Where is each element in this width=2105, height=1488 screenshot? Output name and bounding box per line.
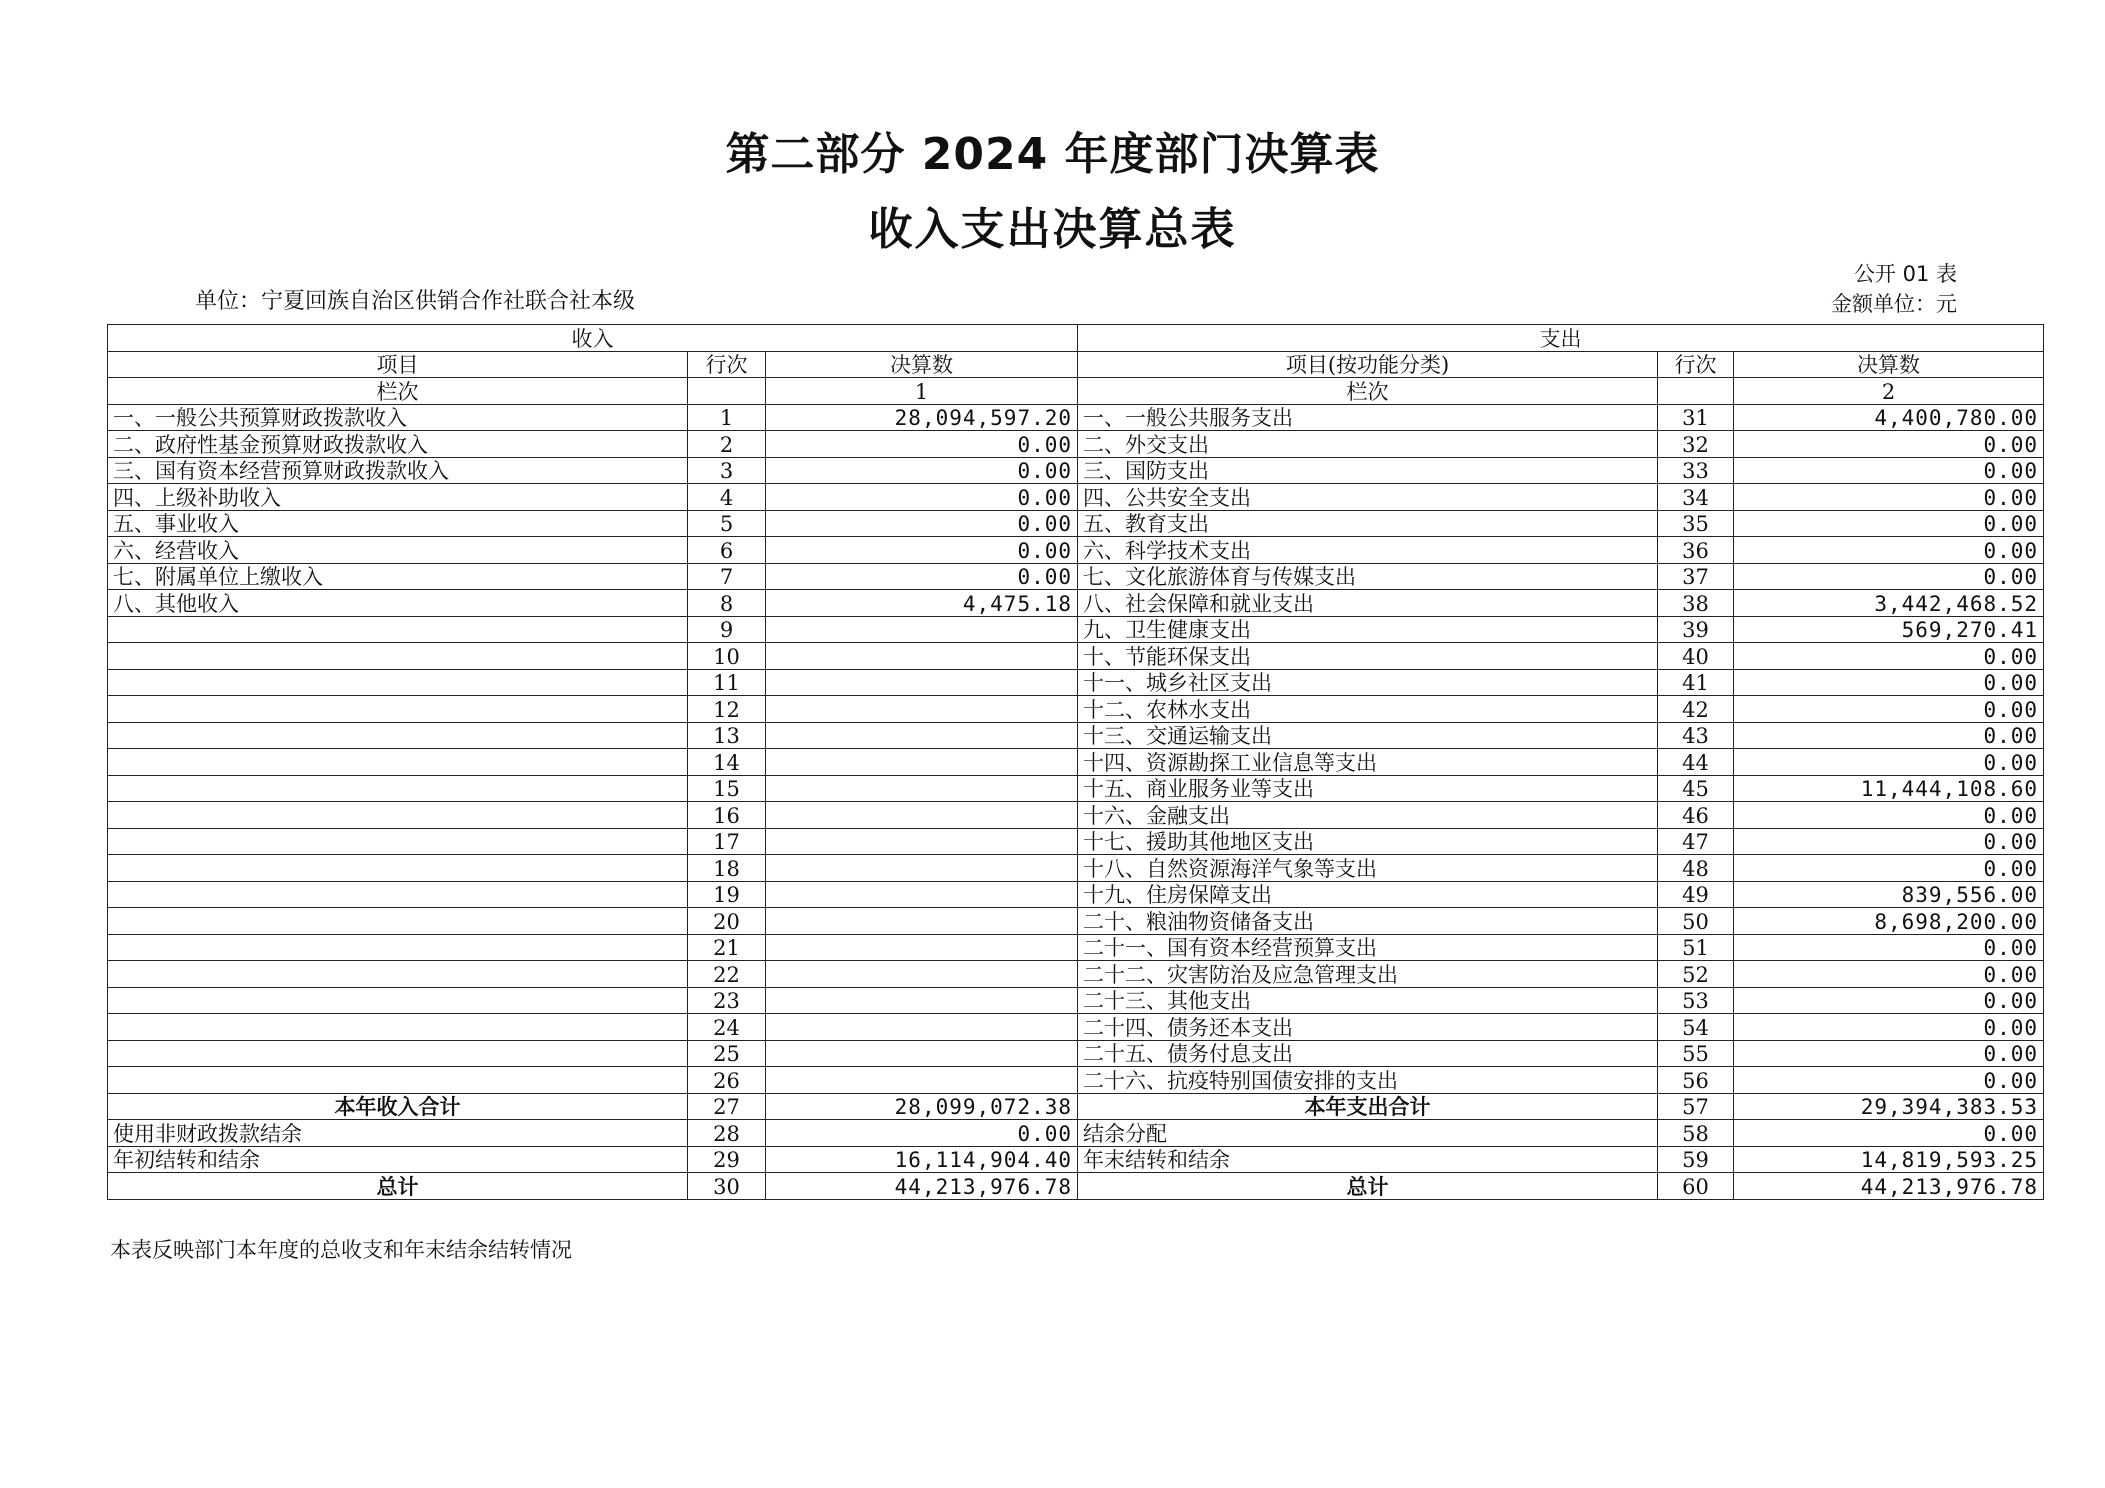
income-line-cell: 11: [688, 669, 766, 696]
income-item-cell: [108, 722, 688, 749]
table-row: [108, 643, 2044, 670]
table-row: [108, 484, 2044, 511]
expense-line-cell: 60: [1658, 1173, 1734, 1200]
section-header-row: [108, 325, 2044, 352]
income-amount-cell: [766, 749, 1078, 776]
expense-item-cell: 十七、援助其他地区支出: [1078, 828, 1658, 855]
expense-amount-cell: 0.00: [1734, 1120, 2044, 1147]
income-item-cell: [108, 908, 688, 935]
income-amount-cell: 28,094,597.20: [766, 404, 1078, 431]
table-row: [108, 881, 2044, 908]
income-item-cell: [108, 828, 688, 855]
table-row: [108, 510, 2044, 537]
income-amount-cell: [766, 934, 1078, 961]
table-row: [108, 537, 2044, 564]
expense-item-cell: 八、社会保障和就业支出: [1078, 590, 1658, 617]
income-item-cell: [108, 802, 688, 829]
expense-line-cell: 54: [1658, 1014, 1734, 1041]
expense-amount-cell: 0.00: [1734, 484, 2044, 511]
expense-line-cell: 39: [1658, 616, 1734, 643]
income-line-cell: 6: [688, 537, 766, 564]
income-amount-cell: [766, 722, 1078, 749]
income-item-cell: [108, 987, 688, 1014]
income-item-cell: 二、政府性基金预算财政拨款收入: [108, 431, 688, 458]
table-row: [108, 616, 2044, 643]
expense-line-cell: 48: [1658, 855, 1734, 882]
table-row: [108, 802, 2044, 829]
income-line-cell: 26: [688, 1067, 766, 1094]
expense-line-cell: 49: [1658, 881, 1734, 908]
income-line-cell: 1: [688, 404, 766, 431]
table-row: [108, 404, 2044, 431]
expense-amount-cell: 0.00: [1734, 855, 2044, 882]
income-item-cell: [108, 775, 688, 802]
income-index-blank: [688, 378, 766, 405]
expense-item-cell: 二、外交支出: [1078, 431, 1658, 458]
table-row: [108, 1040, 2044, 1067]
income-item-cell: [108, 749, 688, 776]
expense-amount-cell: 0.00: [1734, 457, 2044, 484]
expense-amount-cell: 3,442,468.52: [1734, 590, 2044, 617]
expense-item-cell: 九、卫生健康支出: [1078, 616, 1658, 643]
expense-section-header: 支出: [1078, 325, 2044, 352]
expense-item-cell: 七、文化旅游体育与传媒支出: [1078, 563, 1658, 590]
income-line-cell: 5: [688, 510, 766, 537]
income-item-cell: [108, 616, 688, 643]
expense-line-cell: 40: [1658, 643, 1734, 670]
expense-index-blank: [1658, 378, 1734, 405]
expense-item-cell: 四、公共安全支出: [1078, 484, 1658, 511]
expense-line-cell: 52: [1658, 961, 1734, 988]
expense-item-cell: 二十、粮油物资储备支出: [1078, 908, 1658, 935]
table-title: 收入支出决算总表: [868, 204, 1237, 255]
table-row: [108, 961, 2044, 988]
expense-item-cell: 年末结转和结余: [1078, 1146, 1658, 1173]
expense-line-cell: 44: [1658, 749, 1734, 776]
expense-line-cell: 57: [1658, 1093, 1734, 1120]
expense-item-header: 项目(按功能分类): [1078, 351, 1658, 378]
income-item-cell: [108, 1040, 688, 1067]
expense-index-label: 栏次: [1078, 378, 1658, 405]
expense-line-cell: 33: [1658, 457, 1734, 484]
expense-amount-cell: 44,213,976.78: [1734, 1173, 2044, 1200]
expense-item-cell: 十八、自然资源海洋气象等支出: [1078, 855, 1658, 882]
expense-item-cell: 二十五、债务付息支出: [1078, 1040, 1658, 1067]
income-amount-cell: 0.00: [766, 510, 1078, 537]
table-row: [108, 855, 2044, 882]
income-index-number: 1: [766, 378, 1078, 405]
income-amount-cell: [766, 961, 1078, 988]
expense-line-cell: 56: [1658, 1067, 1734, 1094]
income-line-cell: 10: [688, 643, 766, 670]
expense-line-cell: 55: [1658, 1040, 1734, 1067]
income-line-cell: 4: [688, 484, 766, 511]
income-item-cell: 五、事业收入: [108, 510, 688, 537]
income-item-cell: [108, 669, 688, 696]
income-item-cell: [108, 1067, 688, 1094]
income-item-cell: [108, 881, 688, 908]
table-row: [108, 828, 2044, 855]
expense-item-cell: 十三、交通运输支出: [1078, 722, 1658, 749]
expense-item-cell: 五、教育支出: [1078, 510, 1658, 537]
expense-amount-cell: 29,394,383.53: [1734, 1093, 2044, 1120]
expense-amount-cell: 0.00: [1734, 537, 2044, 564]
expense-amount-cell: 569,270.41: [1734, 616, 2044, 643]
income-line-cell: 25: [688, 1040, 766, 1067]
income-item-cell: 七、附属单位上缴收入: [108, 563, 688, 590]
income-item-cell: 四、上级补助收入: [108, 484, 688, 511]
expense-item-cell: 一、一般公共服务支出: [1078, 404, 1658, 431]
income-line-cell: 13: [688, 722, 766, 749]
income-amount-cell: 0.00: [766, 563, 1078, 590]
income-item-cell: [108, 855, 688, 882]
expense-line-cell: 37: [1658, 563, 1734, 590]
income-item-cell: 一、一般公共预算财政拨款收入: [108, 404, 688, 431]
table-row: [108, 1120, 2044, 1147]
expense-amount-cell: 0.00: [1734, 510, 2044, 537]
expense-amount-cell: 0.00: [1734, 961, 2044, 988]
income-line-cell: 3: [688, 457, 766, 484]
income-line-cell: 12: [688, 696, 766, 723]
expense-line-cell: 45: [1658, 775, 1734, 802]
expense-item-cell: 三、国防支出: [1078, 457, 1658, 484]
table-row: [108, 722, 2044, 749]
expense-amount-cell: 0.00: [1734, 563, 2044, 590]
income-line-cell: 23: [688, 987, 766, 1014]
income-line-cell: 19: [688, 881, 766, 908]
income-item-cell: 六、经营收入: [108, 537, 688, 564]
income-amount-cell: [766, 855, 1078, 882]
income-item-header: 项目: [108, 351, 688, 378]
income-amount-cell: [766, 775, 1078, 802]
income-index-label: 栏次: [108, 378, 688, 405]
expense-line-cell: 38: [1658, 590, 1734, 617]
expense-amount-cell: 0.00: [1734, 722, 2044, 749]
income-amount-cell: [766, 643, 1078, 670]
table-row: [108, 669, 2044, 696]
income-line-cell: 20: [688, 908, 766, 935]
income-amount-cell: 0.00: [766, 431, 1078, 458]
expense-item-cell: 结余分配: [1078, 1120, 1658, 1147]
expense-item-cell: 二十三、其他支出: [1078, 987, 1658, 1014]
expense-amount-cell: 0.00: [1734, 696, 2044, 723]
expense-item-cell: 二十四、债务还本支出: [1078, 1014, 1658, 1041]
table-row: [108, 1093, 2044, 1120]
expense-item-cell: 十九、住房保障支出: [1078, 881, 1658, 908]
income-amount-cell: [766, 828, 1078, 855]
income-line-cell: 18: [688, 855, 766, 882]
income-line-cell: 28: [688, 1120, 766, 1147]
expense-line-cell: 42: [1658, 696, 1734, 723]
income-line-cell: 8: [688, 590, 766, 617]
income-line-cell: 21: [688, 934, 766, 961]
expense-amount-cell: 0.00: [1734, 1040, 2044, 1067]
table-row: [108, 1067, 2044, 1094]
expense-item-cell: 六、科学技术支出: [1078, 537, 1658, 564]
expense-item-cell: 总计: [1078, 1173, 1658, 1200]
income-line-header: 行次: [688, 351, 766, 378]
income-line-cell: 15: [688, 775, 766, 802]
income-line-cell: 7: [688, 563, 766, 590]
expense-line-cell: 32: [1658, 431, 1734, 458]
column-header-row: [108, 351, 2044, 378]
expense-item-cell: 二十一、国有资本经营预算支出: [1078, 934, 1658, 961]
income-amount-cell: 16,114,904.40: [766, 1146, 1078, 1173]
expense-item-cell: 二十二、灾害防治及应急管理支出: [1078, 961, 1658, 988]
expense-line-cell: 51: [1658, 934, 1734, 961]
income-item-cell: [108, 696, 688, 723]
expense-amount-cell: 0.00: [1734, 431, 2044, 458]
income-item-cell: [108, 643, 688, 670]
income-amount-cell: 0.00: [766, 537, 1078, 564]
expense-line-cell: 36: [1658, 537, 1734, 564]
income-amount-cell: [766, 1014, 1078, 1041]
table-row: [108, 563, 2044, 590]
income-amount-cell: [766, 696, 1078, 723]
income-line-cell: 27: [688, 1093, 766, 1120]
expense-line-cell: 43: [1658, 722, 1734, 749]
expense-line-cell: 35: [1658, 510, 1734, 537]
expense-line-cell: 59: [1658, 1146, 1734, 1173]
expense-item-cell: 十、节能环保支出: [1078, 643, 1658, 670]
expense-line-cell: 31: [1658, 404, 1734, 431]
table-row: [108, 987, 2044, 1014]
income-item-cell: 本年收入合计: [108, 1093, 688, 1120]
expense-item-cell: 十四、资源勘探工业信息等支出: [1078, 749, 1658, 776]
expense-amount-cell: 0.00: [1734, 934, 2044, 961]
expense-item-cell: 十二、农林水支出: [1078, 696, 1658, 723]
form-number: 公开 01 表: [1853, 262, 1957, 286]
expense-amount-cell: 0.00: [1734, 669, 2044, 696]
income-amount-header: 决算数: [766, 351, 1078, 378]
income-amount-cell: 28,099,072.38: [766, 1093, 1078, 1120]
expense-line-header: 行次: [1658, 351, 1734, 378]
expense-line-cell: 53: [1658, 987, 1734, 1014]
expense-item-cell: 十六、金融支出: [1078, 802, 1658, 829]
income-amount-cell: [766, 881, 1078, 908]
table-row: [108, 431, 2044, 458]
income-line-cell: 2: [688, 431, 766, 458]
income-item-cell: 总计: [108, 1173, 688, 1200]
expense-line-cell: 46: [1658, 802, 1734, 829]
column-index-row: [108, 378, 2044, 405]
expense-amount-cell: 839,556.00: [1734, 881, 2044, 908]
income-item-cell: 年初结转和结余: [108, 1146, 688, 1173]
income-amount-cell: 44,213,976.78: [766, 1173, 1078, 1200]
unit-name: 单位：宁夏回族自治区供销合作社联合社本级: [195, 289, 636, 314]
income-amount-cell: [766, 1067, 1078, 1094]
expense-amount-cell: 0.00: [1734, 802, 2044, 829]
table-row: [108, 1014, 2044, 1041]
income-line-cell: 14: [688, 749, 766, 776]
income-amount-cell: 0.00: [766, 457, 1078, 484]
table-row: [108, 696, 2044, 723]
income-amount-cell: [766, 908, 1078, 935]
table-row: [108, 457, 2044, 484]
income-line-cell: 22: [688, 961, 766, 988]
expense-item-cell: 十五、商业服务业等支出: [1078, 775, 1658, 802]
income-line-cell: 16: [688, 802, 766, 829]
table-row: [108, 590, 2044, 617]
income-item-cell: 八、其他收入: [108, 590, 688, 617]
expense-amount-cell: 0.00: [1734, 643, 2044, 670]
expense-line-cell: 41: [1658, 669, 1734, 696]
expense-amount-cell: 11,444,108.60: [1734, 775, 2044, 802]
expense-amount-cell: 0.00: [1734, 749, 2044, 776]
expense-item-cell: 十一、城乡社区支出: [1078, 669, 1658, 696]
income-line-cell: 9: [688, 616, 766, 643]
table-row: [108, 1173, 2044, 1200]
income-line-cell: 17: [688, 828, 766, 855]
expense-amount-cell: 0.00: [1734, 1014, 2044, 1041]
income-amount-cell: 0.00: [766, 484, 1078, 511]
income-amount-cell: [766, 669, 1078, 696]
income-expense-table: [107, 324, 2044, 1200]
income-line-cell: 24: [688, 1014, 766, 1041]
expense-line-cell: 34: [1658, 484, 1734, 511]
income-item-cell: [108, 1014, 688, 1041]
expense-amount-cell: 8,698,200.00: [1734, 908, 2044, 935]
table-row: [108, 908, 2044, 935]
income-amount-cell: [766, 987, 1078, 1014]
income-section-header: 收入: [108, 325, 1078, 352]
table-note: 本表反映部门本年度的总收支和年末结余结转情况: [110, 1238, 572, 1262]
expense-amount-cell: 0.00: [1734, 828, 2044, 855]
expense-line-cell: 50: [1658, 908, 1734, 935]
table-row: [108, 749, 2044, 776]
expense-amount-cell: 0.00: [1734, 987, 2044, 1014]
table-row: [108, 934, 2044, 961]
expense-item-cell: 二十六、抗疫特别国债安排的支出: [1078, 1067, 1658, 1094]
income-line-cell: 29: [688, 1146, 766, 1173]
expense-amount-cell: 4,400,780.00: [1734, 404, 2044, 431]
amount-unit: 金额单位：元: [1831, 292, 1957, 316]
page-title: 第二部分 2024 年度部门决算表: [725, 129, 1380, 180]
income-item-cell: 使用非财政拨款结余: [108, 1120, 688, 1147]
income-line-cell: 30: [688, 1173, 766, 1200]
expense-index-number: 2: [1734, 378, 2044, 405]
expense-line-cell: 58: [1658, 1120, 1734, 1147]
table-row: [108, 775, 2044, 802]
expense-amount-cell: 0.00: [1734, 1067, 2044, 1094]
income-item-cell: 三、国有资本经营预算财政拨款收入: [108, 457, 688, 484]
table-row: [108, 1146, 2044, 1173]
income-amount-cell: [766, 616, 1078, 643]
income-item-cell: [108, 961, 688, 988]
expense-amount-header: 决算数: [1734, 351, 2044, 378]
income-amount-cell: 0.00: [766, 1120, 1078, 1147]
expense-item-cell: 本年支出合计: [1078, 1093, 1658, 1120]
expense-line-cell: 47: [1658, 828, 1734, 855]
income-amount-cell: [766, 802, 1078, 829]
income-item-cell: [108, 934, 688, 961]
expense-amount-cell: 14,819,593.25: [1734, 1146, 2044, 1173]
income-amount-cell: 4,475.18: [766, 590, 1078, 617]
income-amount-cell: [766, 1040, 1078, 1067]
